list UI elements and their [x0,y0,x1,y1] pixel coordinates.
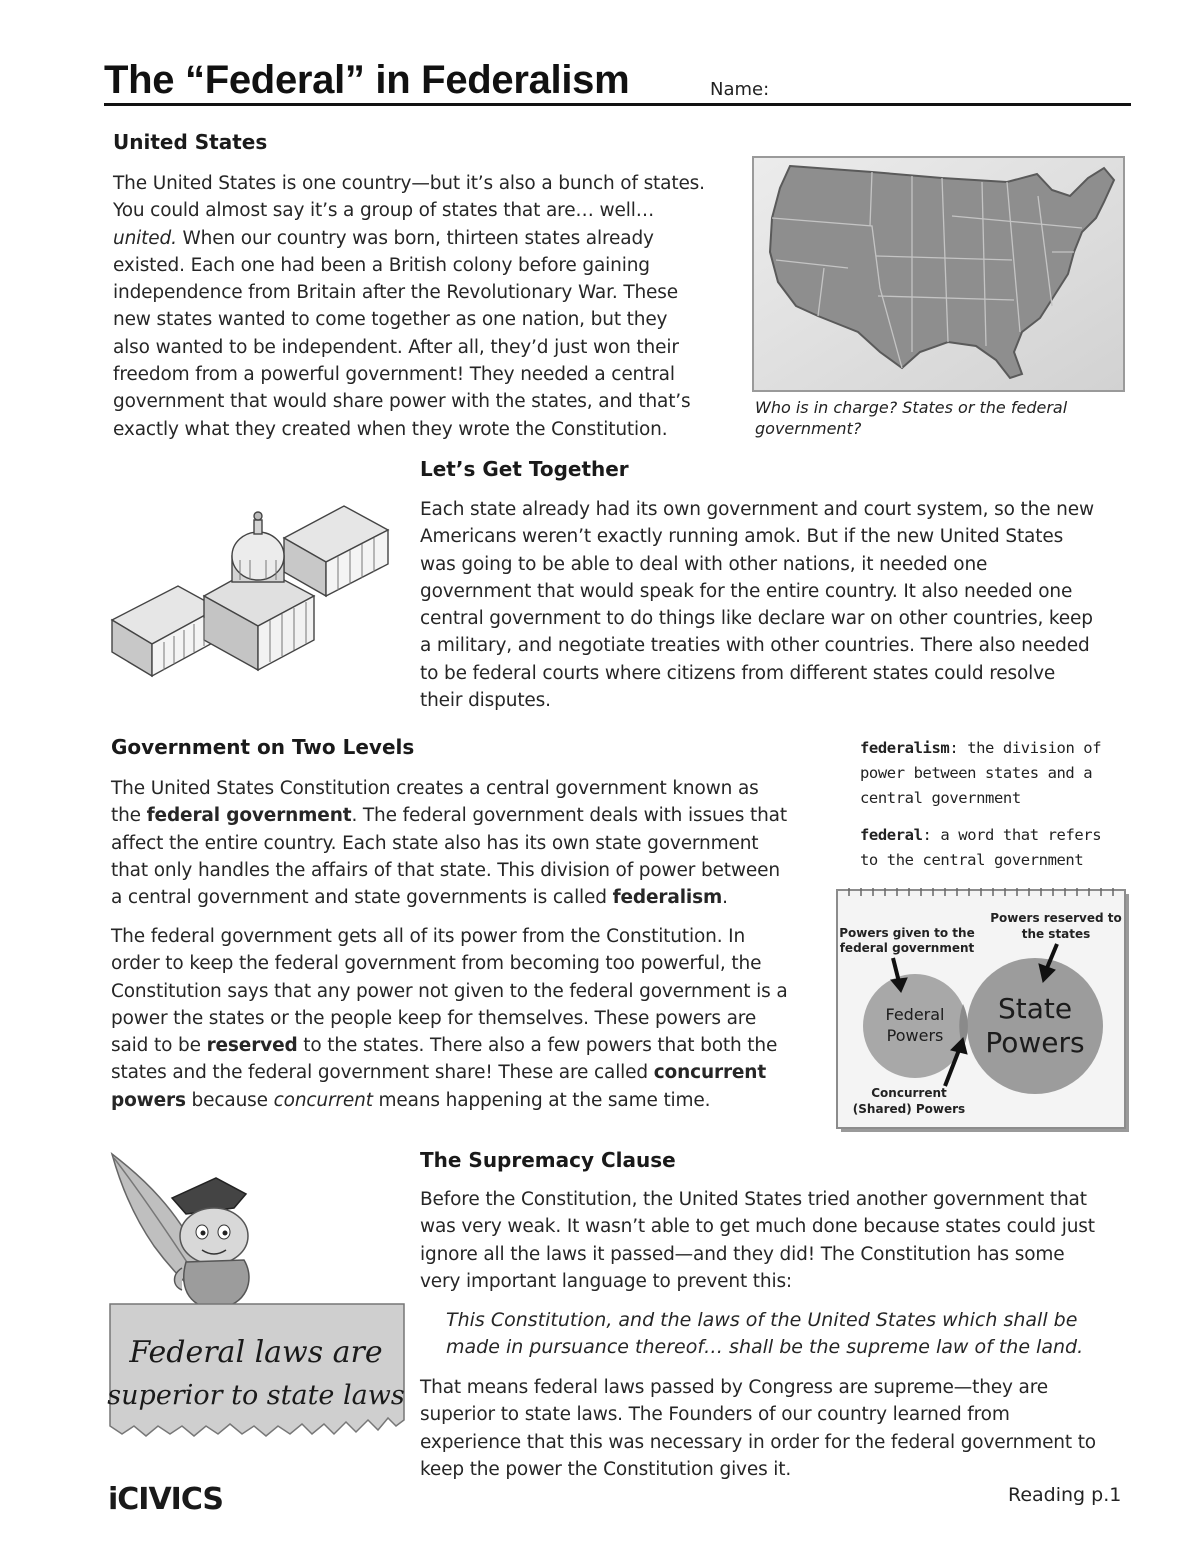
section-heading-united-states: United States [113,130,268,154]
two-levels-paragraph-1: The United States Constitution creates a central government known as the federal government. The federal government deals with issues that affect the entire country. Each state also has its own state government that only handles the affairs of that state. This division of power between a central government and state governments is called federalism. [111,778,787,909]
section-heading-lets-get-together: Let’s Get Together [420,457,629,481]
name-line [104,103,1131,106]
constitution-quote: This Constitution, and the laws of the United States which shall be made in pursuance thereof… shall be the supreme law of the land. [446,1309,1084,1358]
supremacy-paragraph-2: That means federal laws passed by Congress are supreme—they are superior to state laws. The Founders of our country learned from experience that this was necessary in order for the federal government to keep the power the Constitution gives it. [420,1377,1096,1480]
two-levels-paragraph-2: The federal government gets all of its power from the Constitution. In order to keep the federal government from becoming too powerful, the Constitution says that any power not given to the federal government is a power the states or the people keep for themselves. These powers are said to be reserved to the states. There also a few powers that both the states and the federal government share! These are called concurrent powers because concurrent means happening at the same time. [111,926,788,1111]
term-federalism: federalism [612,887,723,909]
lets-get-together-paragraph: Each state already had its own government and court system, so the new Americans weren’t exactly running amok. But if the new United States was going to be able to deal with other nations, it needed one government that would speak for the entire country. It also needed one central government to do things like declare war on other countries, keep a military, and negotiate treaties with other countries. There also needed to be federal courts where citizens from different states could resolve their disputes. [420,499,1094,712]
label-concurrent-2: (Shared) Powers [852,1102,966,1116]
supremacy-paragraph-1: Before the Constitution, the United States tried another government that was very weak. It wasn’t able to get much done because states could just ignore all the laws it passed—and they did! The Constitution has some very important language to prevent this: [420,1189,1095,1292]
powers-diagram [835,886,1135,1136]
term-reserved: reserved [206,1035,298,1057]
term-concurrent: concurrent [653,1062,767,1084]
page-title: The “Federal” in Federalism [104,58,630,102]
section-heading-two-levels: Government on Two Levels [111,735,415,759]
map-caption: Who is in charge? States or the federal government? [755,398,1068,438]
term-federal-government: federal government [146,805,352,827]
us-map-image [752,156,1125,392]
scroll-text-line-2: superior to state laws [107,1380,405,1411]
page-number: Reading p.1 [1008,1484,1122,1506]
label-concurrent-1: Concurrent [871,1086,947,1100]
state-powers-label-1: State [997,992,1073,1025]
glossary-federal: federal: a word that refers to the central government [860,826,1102,869]
capitol-building-image [108,500,396,692]
name-label: Name: [710,79,770,100]
scroll-text-line-1: Federal laws are [129,1335,383,1370]
federal-powers-label-1: Federal [885,1005,945,1024]
state-powers-label-2: Powers [985,1026,1085,1059]
united-states-paragraph: The United States is one country—but it’s also a bunch of states. You could almost say it’s a group of states that are… well… united. When our country was born, thirteen states already existed. Each one had been a British colony before gaining independence from Britain after the Revolutionary War. These new states wanted to come together as one nation, but they also wanted to be independent. After all, they’d just won their freedom from a powerful government! They needed a central government that would share power with the states, and that’s exactly what they created when they wrote the Constitution. [113,173,705,440]
scroll-paper [110,1304,404,1436]
label-powers-reserved-2: the states [1021,927,1091,941]
label-powers-given-2: federal government [839,941,975,955]
quill-scroll-image [106,1150,406,1450]
federal-powers-label-2: Powers [886,1026,944,1045]
section-heading-supremacy-clause: The Supremacy Clause [420,1148,676,1172]
label-powers-reserved-1: Powers reserved to [990,911,1122,925]
icivics-logo [108,1478,268,1518]
svg-text:iCIVICS: iCIVICS [108,1482,224,1517]
label-powers-given-1: Powers given to the [839,926,975,940]
glossary-federalism: federalism: the division of power between states and a central government [860,739,1102,807]
